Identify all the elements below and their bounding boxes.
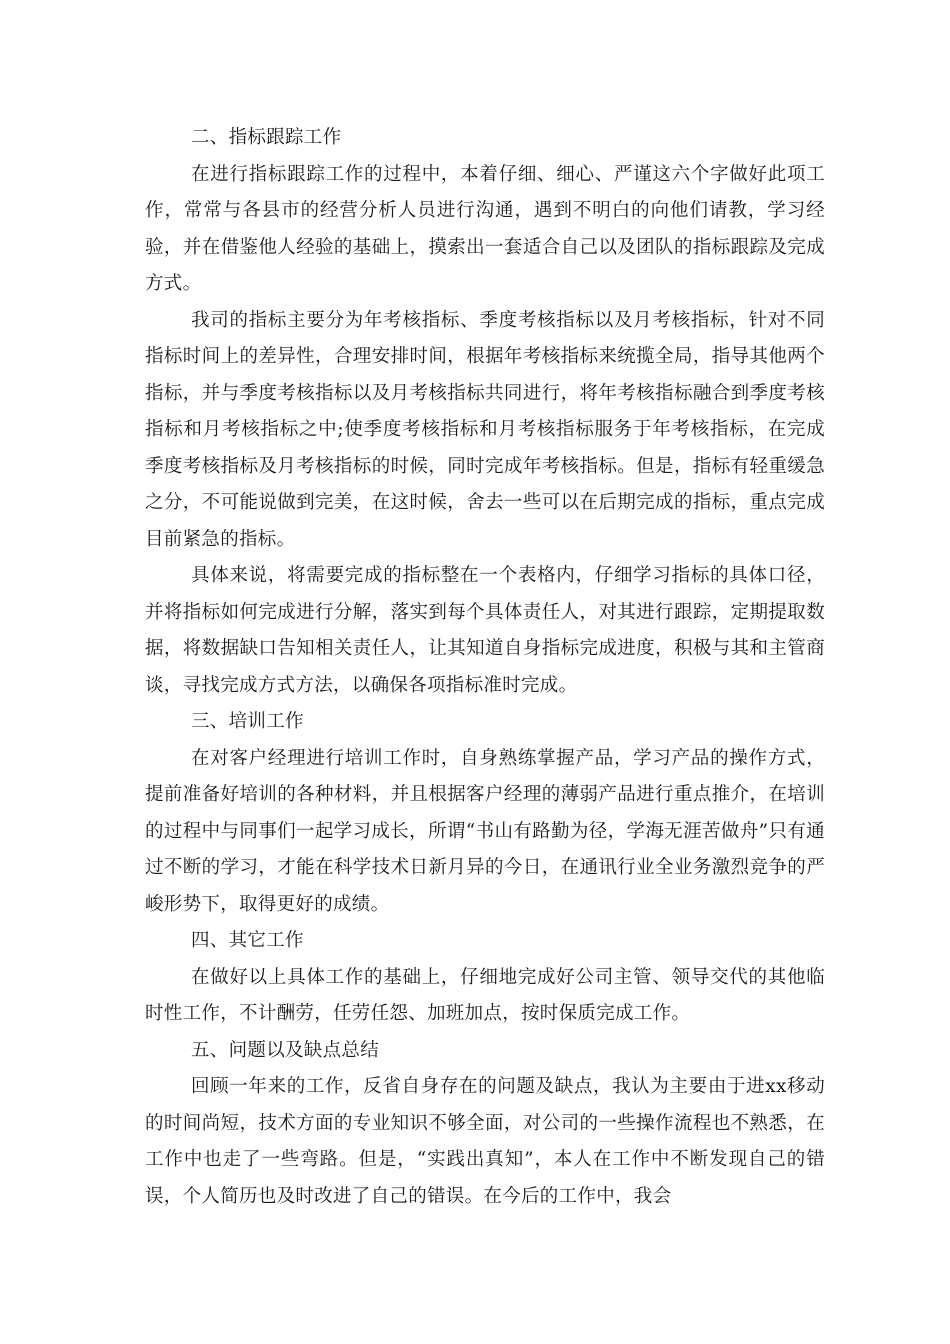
section-heading-training: 三、培训工作 <box>191 711 304 732</box>
paragraph: 在做好以上具体工作的基础上，仔细地完成好公司主管、领导交代的其他临时性工作，不计酬劳，任劳任怨、加班加点，按时保质完成工作。 <box>145 966 825 1024</box>
paragraph: 回顾一年来的工作，反省自身存在的问题及缺点，我认为主要由于进xx移动的时间尚短，技术方面的专业知识不够全面，对公司的一些操作流程也不熟悉，在工作中也走了一些弯路。但是，“实践出真知”，本人在工作中不断发现自己的错误，个人简历也及时改进了自己的错误。在今后的工作中，我会 <box>145 1076 825 1207</box>
section-heading-problems-summary: 五、问题以及缺点总结 <box>191 1039 380 1061</box>
paragraph: 在对客户经理进行培训工作时，自身熟练掌握产品，学习产品的操作方式，提前准备好培训的各种材料，并且根据客户经理的薄弱产品进行重点推介，在培训的过程中与同事们一起学习成长，所谓“书山有路勤为径，学海无涯苦做舟”只有通过不断的学习，才能在科学技术日新月异的今日，在通讯行业全业务激烈竞争的严峻形势下，取得更好的成绩。 <box>145 747 825 915</box>
paragraph: 在进行指标跟踪工作的过程中，本着仔细、细心、严谨这六个字做好此项工作，常常与各县市的经营分析人员进行沟通，遇到不明白的向他们请教，学习经验，并在借鉴他人经验的基础上，摸索出一套适合自己以及团队的指标跟踪及完成方式。 <box>145 163 825 294</box>
document-body <box>145 120 825 1215</box>
paragraph: 具体来说，将需要完成的指标整在一个表格内，仔细学习指标的具体口径，并将指标如何完成进行分解，落实到每个具体责任人，对其进行跟踪，定期提取数据，将数据缺口告知相关责任人，让其知道自身指标完成进度，积极与其和主管商谈，寻找完成方式方法，以确保各项指标准时完成。 <box>145 565 825 696</box>
section-heading-indicator-tracking: 二、指标跟踪工作 <box>191 127 342 148</box>
section-heading-other-work: 四、其它工作 <box>191 930 304 951</box>
paragraph: 我司的指标主要分为年考核指标、季度考核指标以及月考核指标，针对不同指标时间上的差异性，合理安排时间，根据年考核指标来统揽全局，指导其他两个指标，并与季度考核指标以及月考核指标共同进行，将年考核指标融合到季度考核指标和月考核指标之中;使季度考核指标和月考核指标服务于年考核指标，在完成季度考核指标及月考核指标的时候，同时完成年考核指标。但是，指标有轻重缓急之分，不可能说做到完美，在这时候，舍去一些可以在后期完成的指标，重点完成目前紧急的指标。 <box>145 309 825 550</box>
